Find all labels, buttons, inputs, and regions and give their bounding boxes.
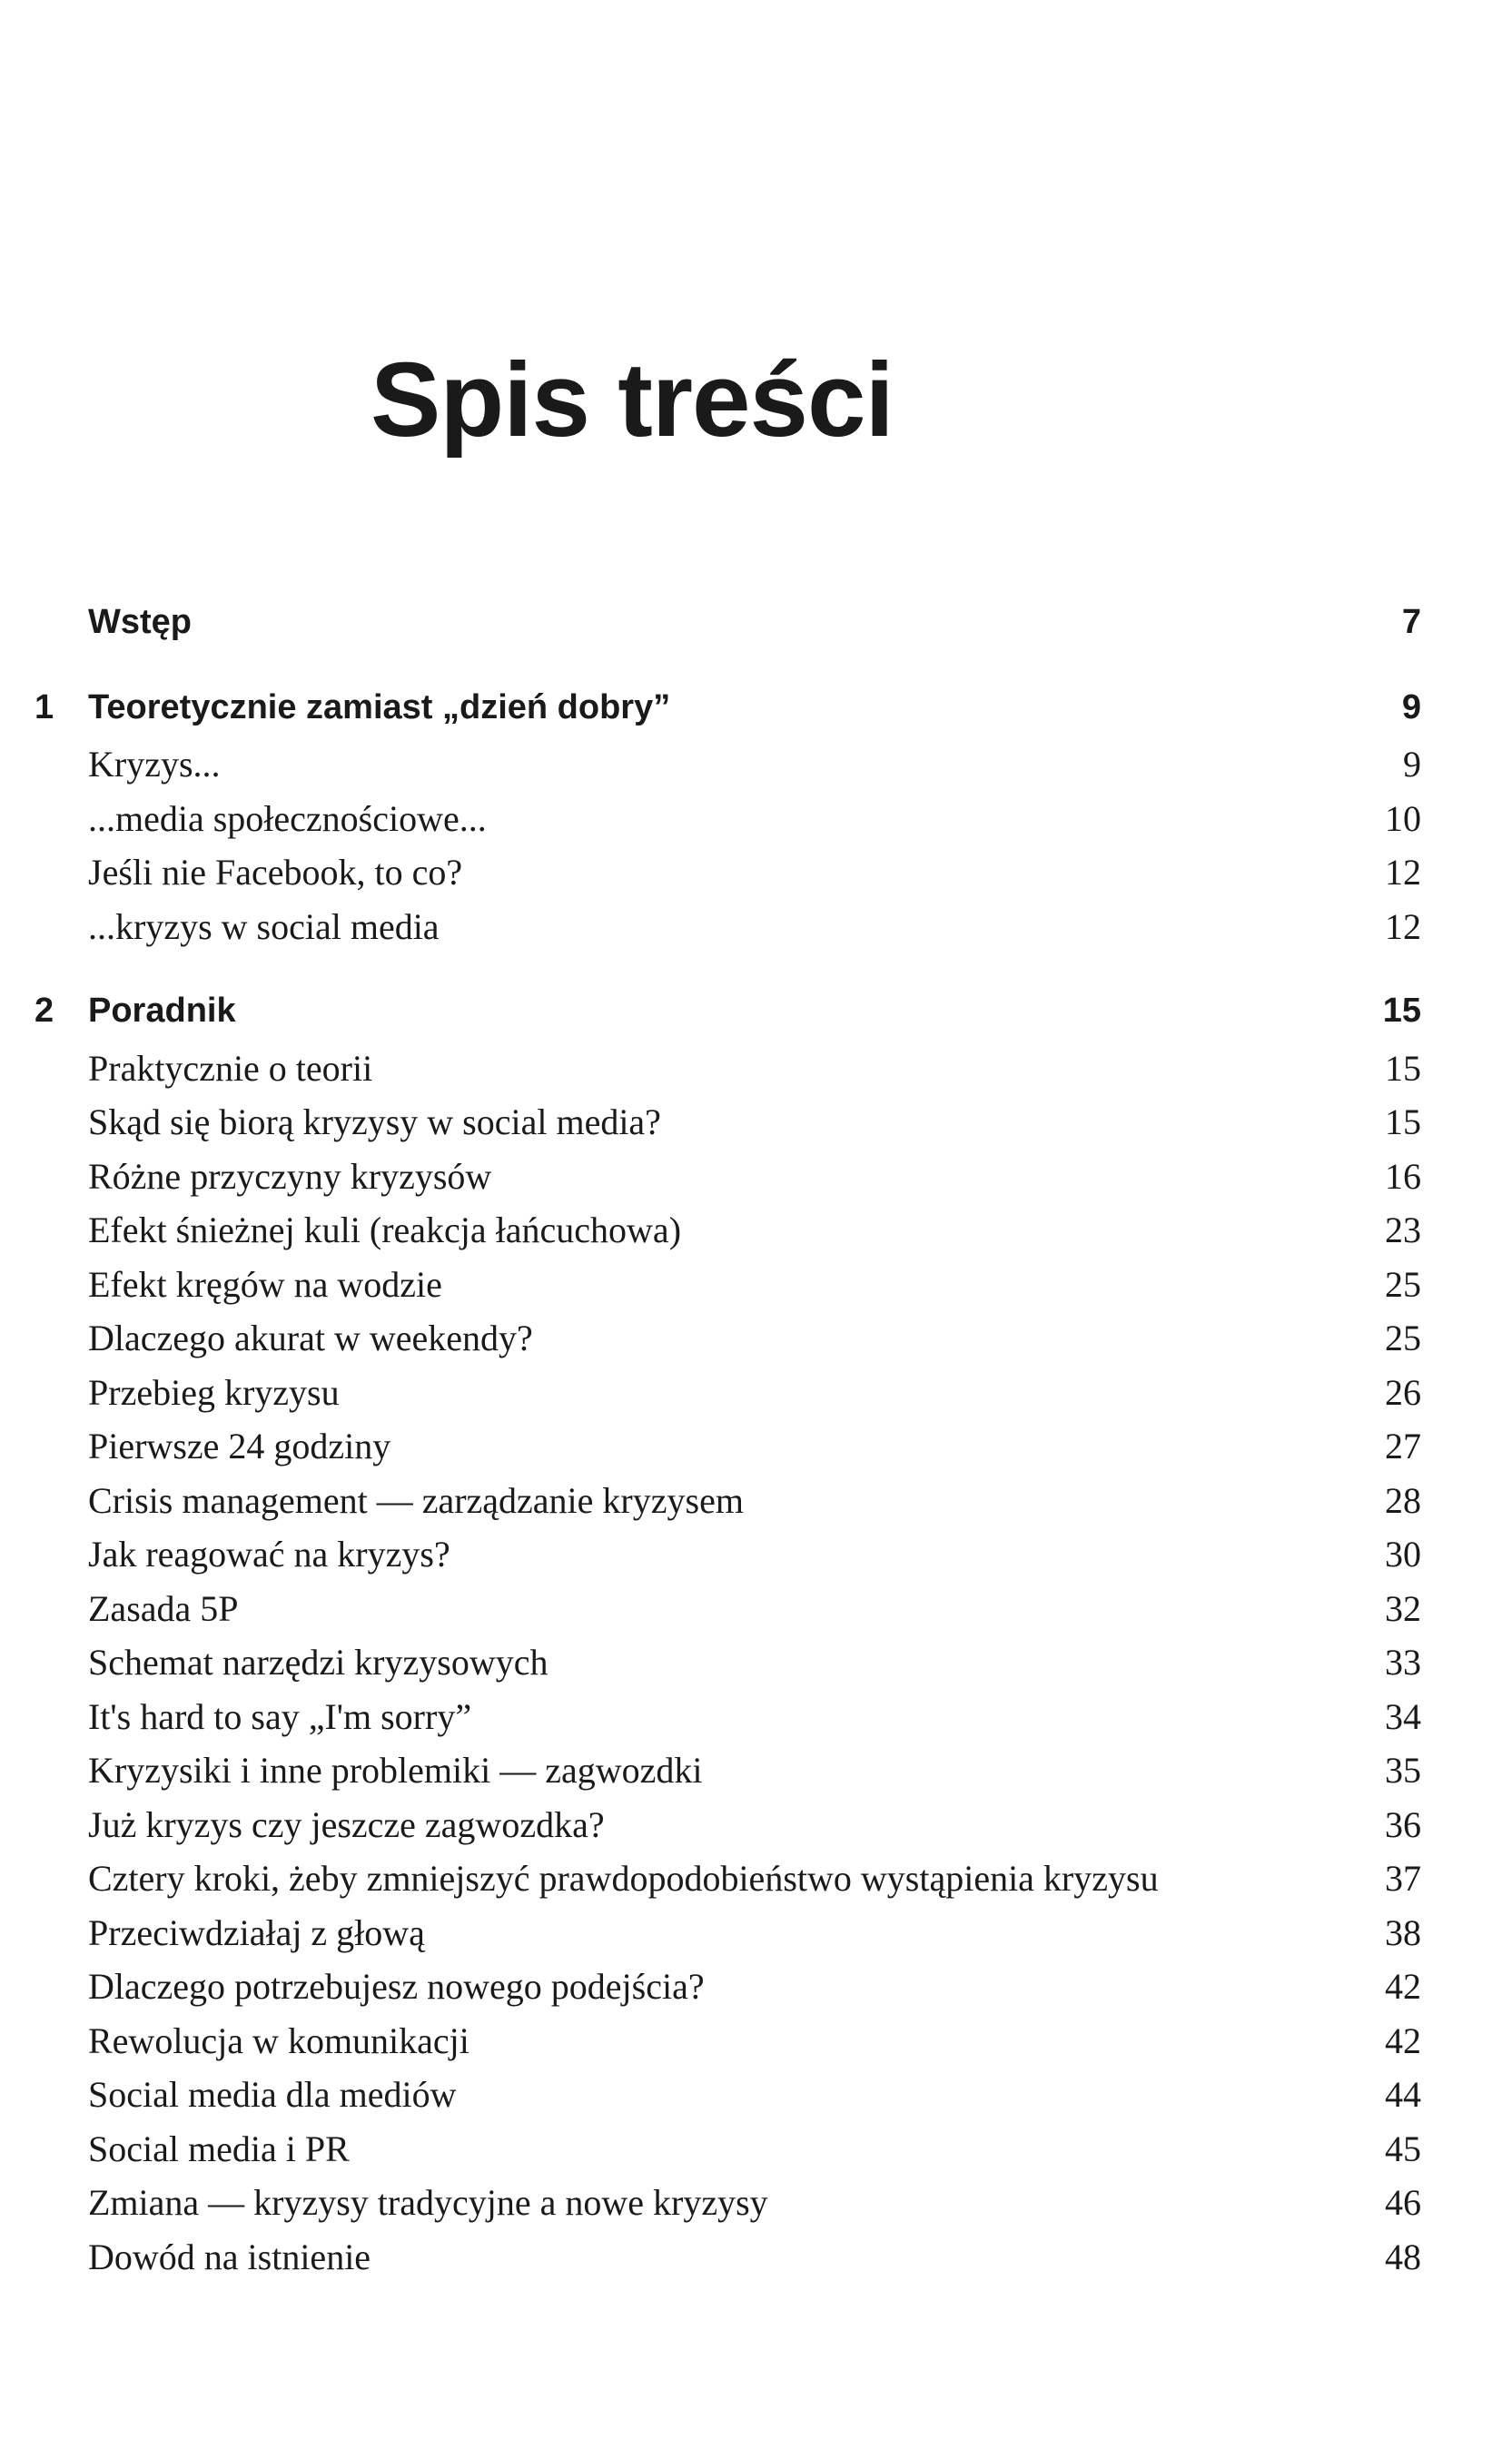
entry-title: Schemat narzędzi kryzysowych — [88, 1642, 548, 1683]
toc-entry — [0, 2068, 1512, 2122]
toc-entry — [0, 1690, 1512, 1744]
page-number: 35 — [1385, 1750, 1421, 1791]
page-number: 37 — [1385, 1858, 1421, 1899]
toc-entry — [0, 1366, 1512, 1420]
toc-entry — [0, 1960, 1512, 2014]
toc-chapter — [0, 681, 1512, 736]
page-number: 27 — [1385, 1426, 1421, 1466]
entry-title: Kryzys... — [88, 744, 221, 785]
page-number: 7 — [1401, 603, 1421, 641]
entry-title: Różne przyczyny kryzysów — [88, 1155, 492, 1197]
entry-title: Praktycznie o teorii — [88, 1047, 373, 1089]
entry-title: Już kryzys czy jeszcze zagwozdka? — [88, 1803, 605, 1845]
entry-title: Social media dla mediów — [88, 2074, 457, 2115]
page-number: 45 — [1385, 2128, 1421, 2169]
chapter-number: 2 — [35, 992, 54, 1030]
toc-entry — [0, 2014, 1512, 2069]
entry-title: Teoretycznie zamiast „dzień dobry” — [88, 687, 671, 726]
page-number: 36 — [1385, 1803, 1421, 1845]
toc-entry — [0, 1258, 1512, 1312]
page-number: 44 — [1385, 2074, 1421, 2115]
entry-title: Dlaczego potrzebujesz nowego podejścia? — [88, 1966, 705, 2007]
toc-entry — [0, 1095, 1512, 1150]
entry-title: Crisis management — zarządzanie kryzysem — [88, 1479, 744, 1521]
entry-title: ...kryzys w social media — [88, 905, 440, 947]
entry-title: Efekt śnieżnej kuli (reakcja łańcuchowa) — [88, 1210, 682, 1250]
page-number: 16 — [1385, 1155, 1421, 1197]
toc-entry — [0, 1743, 1512, 1798]
toc-entry — [0, 1635, 1512, 1690]
page-number: 15 — [1382, 992, 1421, 1030]
page-number: 12 — [1385, 852, 1421, 893]
page-number: 38 — [1385, 1911, 1421, 1953]
entry-title: Jak reagować na kryzys? — [88, 1534, 450, 1575]
toc-entry — [0, 2176, 1512, 2230]
toc-entry — [0, 2122, 1512, 2177]
page-number: 28 — [1385, 1479, 1421, 1521]
toc-entry — [0, 792, 1512, 846]
toc-entry — [0, 1906, 1512, 1960]
toc-entry — [0, 1311, 1512, 1366]
entry-title: Przeciwdziałaj z głową — [88, 1911, 425, 1953]
toc-entry — [0, 1203, 1512, 1258]
entry-title: Dowód na istnienie — [88, 2236, 371, 2277]
page-number: 30 — [1385, 1534, 1421, 1575]
page-number: 9 — [1401, 687, 1421, 726]
toc-entry — [0, 1851, 1512, 1906]
toc-entry — [0, 1798, 1512, 1852]
toc-entry — [0, 1042, 1512, 1096]
page-number: 23 — [1385, 1210, 1421, 1250]
page-number: 32 — [1385, 1587, 1421, 1629]
entry-title: Pierwsze 24 godziny — [88, 1426, 391, 1466]
page-number: 46 — [1385, 2182, 1421, 2223]
toc-entry — [0, 1527, 1512, 1582]
page-number: 33 — [1385, 1642, 1421, 1683]
toc-chapter — [0, 984, 1512, 1039]
toc-entry — [0, 900, 1512, 954]
toc-entry — [0, 1419, 1512, 1474]
page-number: 42 — [1385, 2019, 1421, 2061]
entry-title: Rewolucja w komunikacji — [88, 2019, 469, 2061]
entry-title: Zasada 5P — [88, 1587, 239, 1629]
page-number: 25 — [1385, 1318, 1421, 1358]
entry-title: Jeśli nie Facebook, to co? — [88, 852, 463, 893]
page-number: 25 — [1385, 1263, 1421, 1305]
entry-title: Cztery kroki, żeby zmniejszyć prawdopodobieństwo wystąpienia kryzysu — [88, 1858, 1159, 1899]
entry-title: Dlaczego akurat w weekendy? — [88, 1318, 533, 1358]
page-number: 48 — [1385, 2236, 1421, 2277]
table-of-contents — [0, 596, 1512, 2284]
chapter-number: 1 — [35, 687, 54, 726]
entry-title: ...media społecznościowe... — [88, 797, 487, 839]
toc-entry — [0, 845, 1512, 900]
page-number: 12 — [1385, 905, 1421, 947]
toc-entry — [0, 1150, 1512, 1204]
page-number: 15 — [1385, 1101, 1421, 1142]
toc-entry — [0, 2230, 1512, 2285]
page-number: 9 — [1403, 744, 1421, 785]
entry-title: Efekt kręgów na wodzie — [88, 1263, 442, 1305]
toc-entry — [0, 737, 1512, 792]
page-number: 26 — [1385, 1371, 1421, 1413]
entry-title: Wstęp — [88, 603, 192, 641]
entry-title: It's hard to say „I'm sorry” — [88, 1695, 472, 1737]
page-title: Spis treści — [371, 341, 894, 459]
entry-title: Skąd się biorą kryzysy w social media? — [88, 1101, 661, 1142]
entry-title: Social media i PR — [88, 2128, 350, 2169]
page-number: 15 — [1385, 1047, 1421, 1089]
entry-title: Kryzysiki i inne problemiki — zagwozdki — [88, 1750, 703, 1791]
toc-chapter — [0, 596, 1512, 650]
entry-title: Poradnik — [88, 992, 236, 1030]
entry-title: Zmiana — kryzysy tradycyjne a nowe kryzysy — [88, 2182, 768, 2223]
toc-entry — [0, 1474, 1512, 1528]
page-number: 34 — [1385, 1695, 1421, 1737]
entry-title: Przebieg kryzysu — [88, 1371, 340, 1413]
page-number: 10 — [1385, 797, 1421, 839]
toc-entry — [0, 1582, 1512, 1636]
page-number: 42 — [1385, 1966, 1421, 2007]
